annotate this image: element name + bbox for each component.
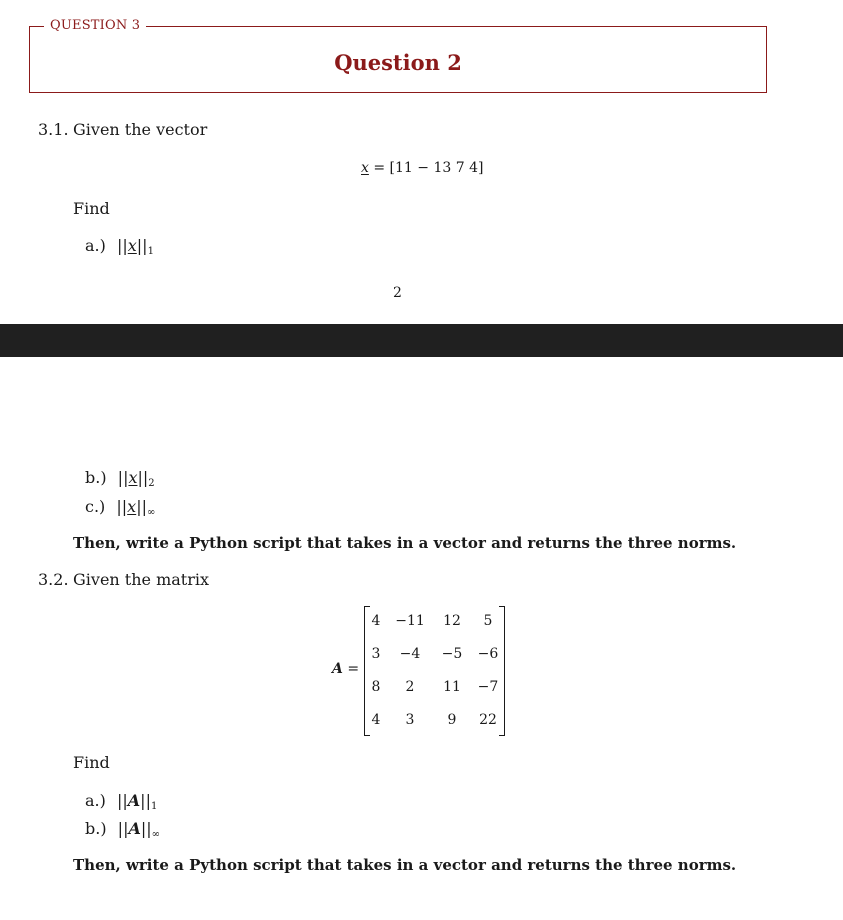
matrix-cell: −7 (477, 679, 499, 695)
matrix-var: A (332, 661, 343, 677)
matrix-eq: = (347, 661, 360, 677)
q31-part-b: b.) $||x||_2$ (85, 468, 155, 489)
q31-find: Find (73, 199, 110, 218)
question-box-label: QUESTION 3 (44, 18, 146, 33)
q32-instruction: Then, write a Python script that takes in a vector and returns the three norms. (73, 856, 737, 874)
norm-var: x (127, 497, 137, 516)
vector-values: = [11 − 13 7 4] (373, 160, 484, 176)
q32-number: 3.2. (38, 570, 69, 589)
matrix-cell: 9 (447, 712, 457, 728)
norm-var: A (128, 819, 141, 838)
matrix-cell: 3 (371, 646, 381, 662)
vector-equation (361, 160, 483, 176)
page-break-band (0, 324, 843, 357)
matrix-cell: −5 (441, 646, 463, 662)
matrix-cell: −11 (395, 613, 425, 629)
vector-var: x (361, 160, 369, 176)
matrix (364, 606, 505, 734)
matrix-cell: 11 (443, 679, 461, 695)
matrix-cell: 2 (405, 679, 415, 695)
matrix-cell: 4 (371, 712, 381, 728)
q31-prompt: Given the vector (73, 120, 208, 139)
matrix-cell: 4 (371, 613, 381, 629)
matrix-cell: 8 (371, 679, 381, 695)
matrix-cell: 22 (479, 712, 497, 728)
part-label: b.) (85, 819, 107, 838)
matrix-cell: 3 (405, 712, 415, 728)
q32-part-a: a.) $||A||_1$ (85, 791, 158, 812)
question-title: Question 2 (334, 50, 462, 75)
norm-var: x (127, 236, 137, 255)
q31-part-a: a.) $||x||_1$ (85, 236, 154, 257)
norm-var: x (128, 468, 138, 487)
norm-subscript: 2 (148, 478, 155, 489)
part-label: a.) (85, 236, 106, 255)
q31-part-c: c.) $||x||_\infty$ (85, 497, 156, 518)
part-label: a.) (85, 791, 106, 810)
matrix-cell: −4 (399, 646, 421, 662)
q32-prompt: Given the matrix (73, 570, 210, 589)
matrix-label (332, 661, 359, 677)
page-number: 2 (393, 285, 402, 301)
part-label: b.) (85, 468, 107, 487)
norm-subscript: ∞ (151, 829, 160, 840)
part-label: c.) (85, 497, 106, 516)
matrix-cell: 12 (443, 613, 461, 629)
q31-instruction: Then, write a Python script that takes in a vector and returns the three norms. (73, 534, 737, 552)
q32-part-b: b.) $||A||_\infty$ (85, 819, 160, 840)
norm-var: A (127, 791, 141, 810)
norm-subscript: ∞ (146, 507, 156, 518)
norm-subscript: 1 (147, 246, 154, 257)
matrix-cell: 5 (483, 613, 493, 629)
q32-find: Find (73, 753, 110, 772)
q31-number: 3.1. (38, 120, 69, 139)
norm-subscript: 1 (150, 801, 158, 812)
matrix-cell: −6 (477, 646, 499, 662)
